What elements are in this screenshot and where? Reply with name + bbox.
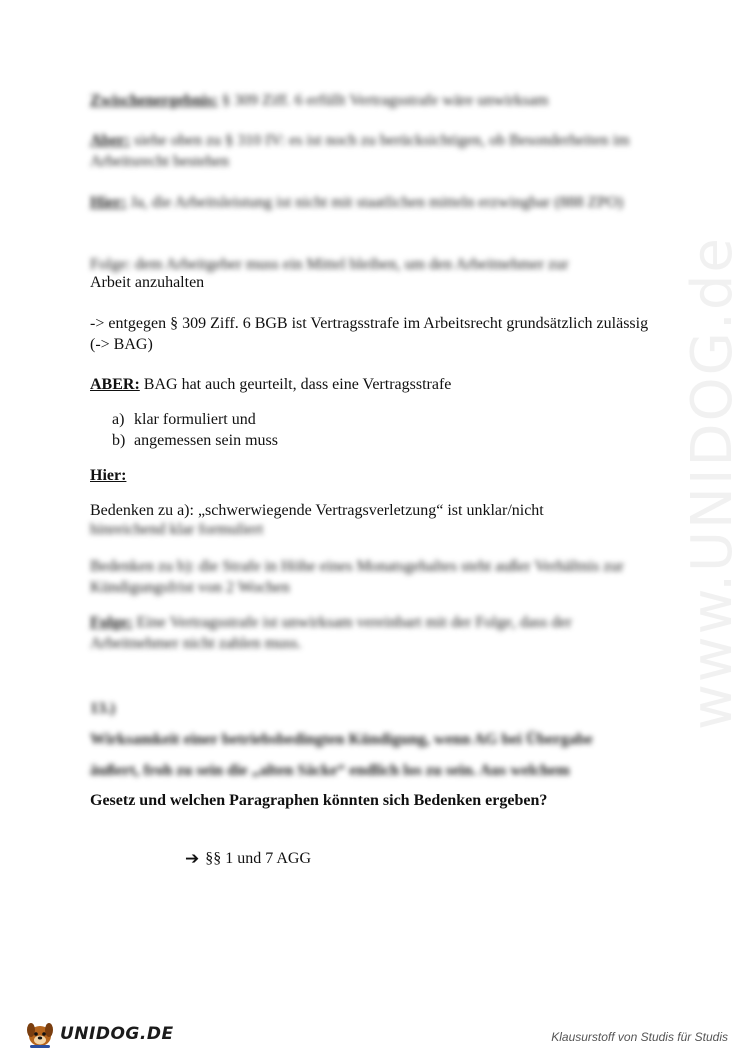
paragraph-hier-blurred: Hier: Ja, die Arbeitsleistung ist nicht mit staatlichen mitteln erzwingbar (888 ZPO) [90, 194, 624, 211]
answer-line [185, 849, 311, 869]
right-arrow-icon: ➔ [185, 849, 200, 869]
list-item: a) klar formuliert und [112, 411, 256, 428]
bedenken-a-clear: Bedenken zu a): „schwerwiegende Vertragsverletzung“ ist unklar/nicht [90, 502, 544, 519]
question-number: 13.) [90, 700, 116, 717]
paragraph-entgegen: -> entgegen § 309 Ziff. 6 BGB ist Vertragsstrafe im Arbeitsrecht grundsätzlich zulässig (-> BAG) [90, 315, 649, 353]
dog-icon [22, 1018, 58, 1050]
hier-heading: Hier: [90, 467, 127, 484]
answer-text: §§ 1 und 7 AGG [205, 850, 312, 867]
folge-clear-line: Arbeit anzuhalten [90, 274, 205, 291]
unidog-logo [22, 1018, 174, 1050]
question-clear-line: Gesetz und welchen Paragraphen könnten sich Bedenken ergeben? [90, 792, 548, 809]
paragraph-zwischenergebnis: Zwischenergebnis: § 309 Ziff. 6 erfüllt Vertragsstrafe wäre unwirksam [90, 92, 549, 109]
paragraph-aber: ABER: BAG hat auch geurteilt, dass eine Vertragsstrafe [90, 376, 452, 393]
paragraph-folge-blurred: Folge: Eine Vertragsstrafe ist unwirksam vereinbart mit der Folge, dass der Arbeitnehmer nicht zahlen muss. [90, 614, 572, 652]
logo-text: UNIDOG.DE [60, 1024, 174, 1044]
footer-tagline: Klausurstoff von Studis für Studis [551, 1030, 728, 1044]
paragraph-aber-blurred: Aber: siehe oben zu § 310 IV: es ist noch zu berücksichtigen, ob Besonderheiten im Arbeitsrecht bestehen [90, 132, 630, 170]
bedenken-a-blurred: hinreichend klar formuliert [90, 521, 264, 538]
question-blurred-line-1: Wirksamkeit einer betriebsbedingten Kündigung, wenn AG bei Übergabe [90, 731, 593, 748]
paragraph-bedenken-b: Bedenken zu b): die Strafe in Höhe eines Monatsgehaltes steht außer Verhältnis zur Kündigungsfrist von 2 Wochen [90, 558, 624, 596]
question-blurred-line-2: äußert, froh zu sein die „alten Säcke“ endlich los zu sein. Aus welchem [90, 762, 570, 779]
watermark: www.UNIDOG.de [680, 236, 745, 730]
aber-label: ABER: [90, 376, 140, 393]
folge-blurred-line: Folge: dem Arbeitgeber muss ein Mittel bleiben, um den Arbeitnehmer zur [90, 256, 569, 273]
criteria-list [112, 409, 632, 451]
list-item: b) angemessen sein muss [112, 432, 278, 449]
